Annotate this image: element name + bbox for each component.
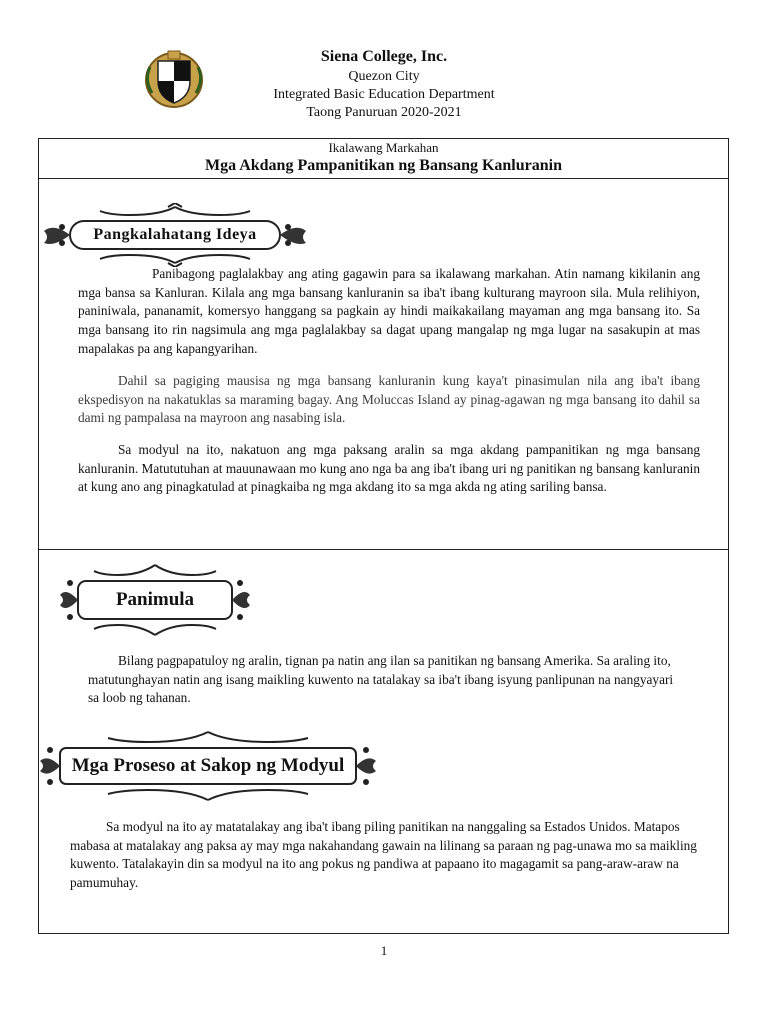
- page-number: 1: [380, 943, 388, 958]
- panimula-paragraph: Bilang pagpapatuloy ng aralin, tignan pa natin ang ilan sa panitikan ng bansang Amerika. Sa araling ito, matutunghayan natin ang isang maikling kuwento na tatalakay sa iba't ibang isyung panlipunan na nangyayari sa loob ng tahanan.: [88, 653, 674, 706]
- banner-pangkalahatang-ideya: [40, 203, 310, 267]
- school-name: Siena College, Inc.: [320, 48, 448, 65]
- school-year: Taong Panuruan 2020-2021: [306, 105, 462, 120]
- ideya-paragraph-3: Sa modyul na ito, nakatuon ang mga paksang aralin sa mga akdang pampanitikan ng mga bansang kanluranin. Matututuhan at mauunawaan mo kung ano nga ba ang iba't ibang uri ng panitikan ng bansang kanluranin at kung ano ang pinagkatulad at pinagkaiba ng mga akdang ito sa mga akda ng ating sariling bansa.: [78, 442, 700, 495]
- title-divider: [38, 178, 729, 179]
- section-divider: [38, 549, 729, 550]
- ideya-paragraph-2: Dahil sa pagiging mausisa ng mga bansang kanluranin kung kaya't pinasimulan nila ang iba't ibang ekspedisyon na nakatuklas sa maraming bagay. Ang Moluccas Island ay pinag-agawan ng mga bansang ito dahil sa dami ng pampalasa na mayroon ang nasabing isla.: [78, 373, 700, 426]
- banner-mga-proseso: [38, 728, 378, 804]
- heading-panimula: Panimula: [115, 589, 195, 610]
- school-city: Quezon City: [348, 69, 420, 84]
- school-department: Integrated Basic Education Department: [273, 87, 495, 102]
- ideya-paragraph-1: Panibagong paglalakbay ang ating gagawin para sa ikalawang markahan. Atin namang kikilanin ang mga bansa sa Kanluran. Kilala ang mga bansang kanluranin sa iba't ibang kulturang mayroon sila. Mula relihiyon, paniniwala, pananamit, komersyo hanggang sa pagkain ay hindi maikakailang mayaman ang mga bansang ito. Sa mga bansang ito rin nagsimula ang mga paglalakbay sa dagat upang mangalap ng mga lugar na sasakupin at mas mapalakas pa ang kapangyarihan.: [78, 266, 700, 356]
- heading-pangkalahatang-ideya: Pangkalahatang Ideya: [93, 226, 257, 243]
- proseso-paragraph: Sa modyul na ito ay matatalakay ang iba't ibang piling panitikan na nanggaling sa Estados Unidos. Matapos mabasa at matalakay ang paksa ay may mga nakahandang gawain na lilinang sa paraan ng pag-unawa mo sa maikling kuwento. Tatalakayin din sa modyul na ito ang pokus ng pandiwa at papaano ito magagamit sa pang-araw-araw na pamumuhay.: [70, 819, 697, 891]
- banner-panimula: [58, 561, 252, 639]
- heading-mga-proseso: Mga Proseso at Sakop ng Modyul: [71, 755, 345, 776]
- subject-title: Mga Akdang Pampanitikan ng Bansang Kanluranin: [204, 157, 562, 174]
- quarter-label: Ikalawang Markahan: [328, 140, 439, 155]
